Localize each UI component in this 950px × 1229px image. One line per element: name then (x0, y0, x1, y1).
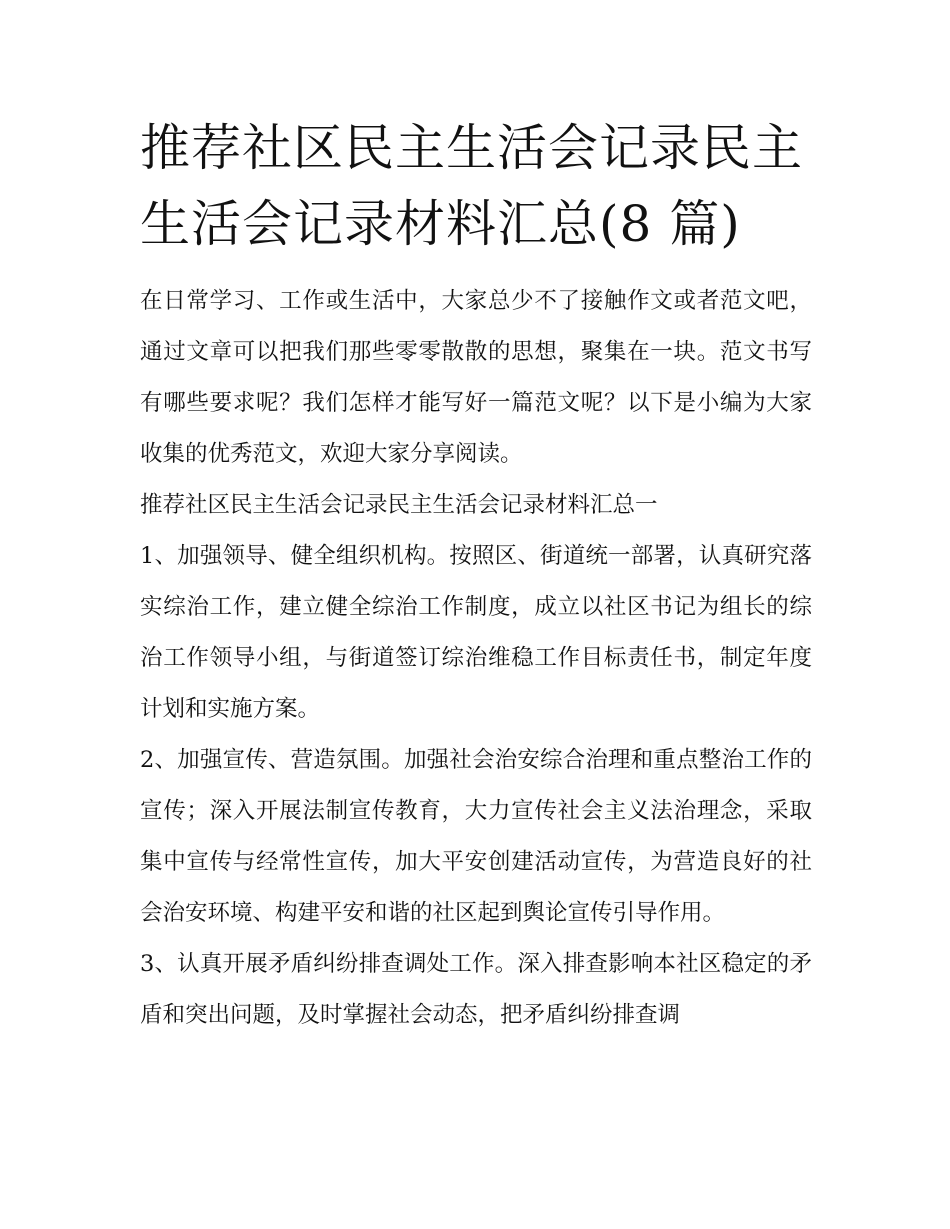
intro-paragraph: 在日常学习、工作或生活中，大家总少不了接触作文或者范文吧，通过文章可以把我们那些零零散散的思想，聚集在一块。范文书写有哪些要求呢？我们怎样才能写好一篇范文呢？以下是小编为大家收集的优秀范文，欢迎大家分享阅读。 (140, 288, 812, 467)
list-item-1: 1、加强领导、健全组织机构。按照区、街道统一部署，认真研究落实综治工作，建立健全综治工作制度，成立以社区书记为组长的综治工作领导小组，与街道签订综治维稳工作目标责任书，制定年度计划和实施方案。 (140, 543, 812, 722)
list-item-2: 2、加强宣传、营造氛围。加强社会治安综合治理和重点整治工作的宣传；深入开展法制宣传教育，大力宣传社会主义法治理念，采取集中宣传与经常性宣传，加大平安创建活动宣传，为营造良好的社会治安环境、构建平安和谐的社区起到舆论宣传引导作用。 (140, 747, 812, 926)
document-page (140, 110, 812, 1041)
document-title: 推荐社区民主生活会记录民主生活会记录材料汇总(8 篇) (140, 119, 803, 253)
document-body (140, 276, 812, 1041)
section-heading: 推荐社区民主生活会记录民主生活会记录材料汇总一 (140, 492, 658, 518)
list-item-3: 3、认真开展矛盾纠纷排查调处工作。深入排查影响本社区稳定的矛盾和突出问题，及时掌握社会动态，把矛盾纠纷排查调 (140, 951, 812, 1028)
